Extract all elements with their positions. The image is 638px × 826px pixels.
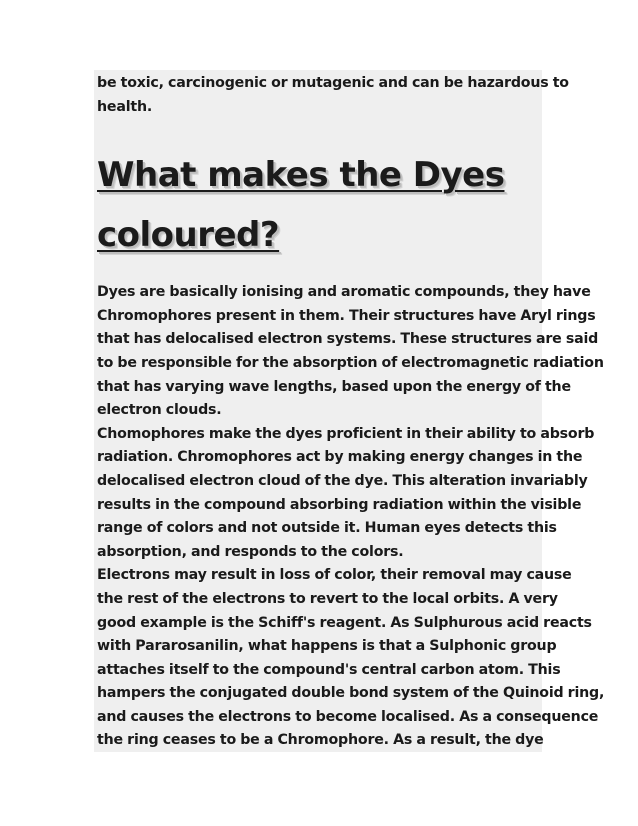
text-line: Dyes are basically ionising and aromatic compounds, they have [97,284,591,301]
document-content [97,70,605,753]
text-line: with Pararosanilin, what happens is that a Sulphonic group [97,638,557,655]
paragraph-dyes-chromophores [97,281,604,423]
text-line: to be responsible for the absorption of electromagnetic radiation [97,354,604,371]
text-line: be toxic, carcinogenic or mutagenic and can be hazardous to [97,75,569,91]
heading-line [97,145,539,205]
text-line: that has delocalised electron systems. These structures are said [97,331,599,348]
section-heading [97,145,539,265]
text-line: health. [97,98,153,115]
heading-text: What makes the Dyes [97,155,505,196]
heading-line [97,205,539,265]
text-line: Chromophores present in them. Their structures have Aryl rings [97,307,596,324]
text-line: good example is the Schiff's reagent. As Sulphurous acid reacts [97,614,592,631]
text-line: that has varying wave lengths, based upon the energy of the [97,378,571,395]
paragraph-chromophores-absorb [97,423,595,565]
text-line: results in the compound absorbing radiation within the visible [97,496,582,513]
text-line: electron clouds. [97,402,222,419]
heading-text: coloured? [97,215,280,256]
text-line: hampers the conjugated double bond system of the Quinoid ring, [97,685,605,702]
text-line: radiation. Chromophores act by making energy changes in the [97,449,583,466]
text-line: the rest of the electrons to revert to the local orbits. A very [97,590,558,607]
text-line: Chomophores make the dyes proficient in their ability to absorb [97,425,595,442]
text-line: Electrons may result in loss of color, their removal may cause [97,567,572,584]
paragraph-electrons-color-loss [97,564,605,753]
text-line: the ring ceases to be a Chromophore. As a result, the dye [97,732,544,749]
text-line: delocalised electron cloud of the dye. This alteration invariably [97,472,588,489]
text-line: range of colors and not outside it. Human eyes detects this [97,520,557,537]
intro-paragraph [97,72,569,119]
text-line: and causes the electrons to become localised. As a consequence [97,708,599,725]
body-section [97,281,605,753]
text-line: absorption, and responds to the colors. [97,543,404,560]
text-line: attaches itself to the compound's central carbon atom. This [97,661,561,678]
